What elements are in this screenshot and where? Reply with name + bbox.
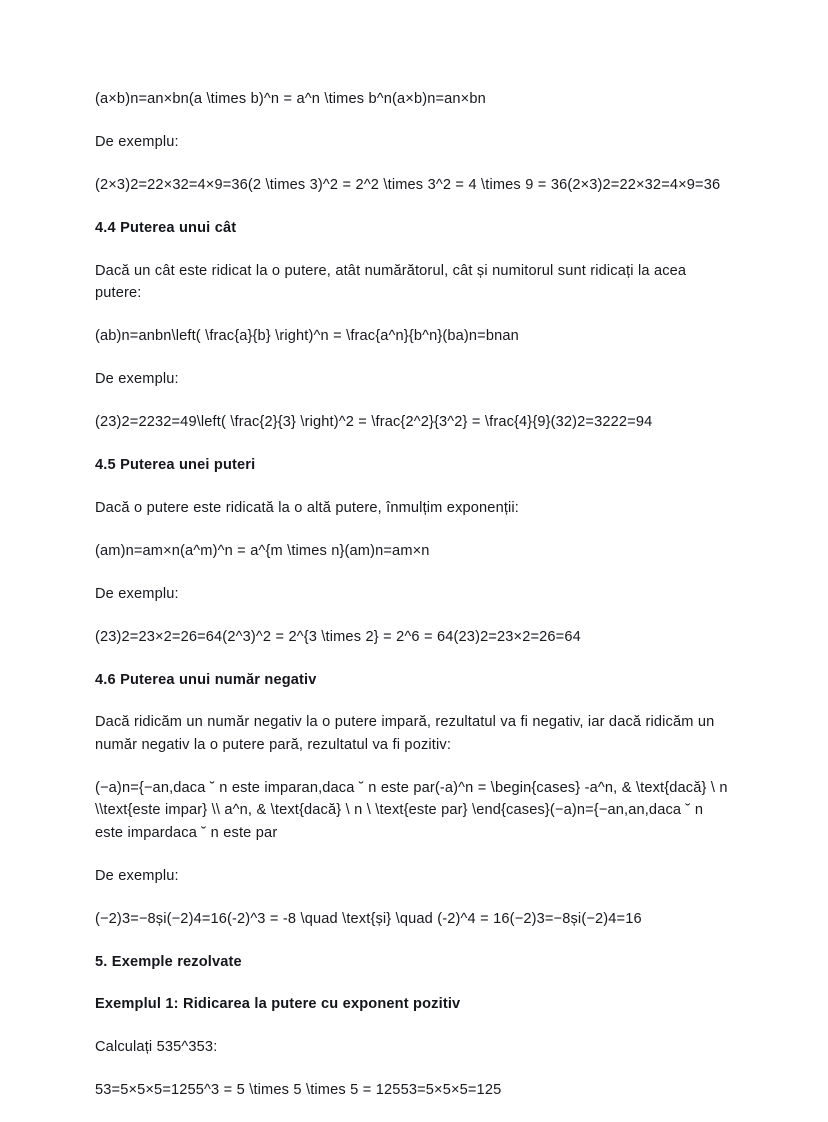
formula-example-5-cubed: 53=5×5×5=1255^3 = 5 \times 5 \times 5 = 12553=5×5×5=125 [95, 1081, 502, 1098]
formula-example-product: (2×3)2=22×32=4×9=36(2 \times 3)^2 = 2^2 \times 3^2 = 4 \times 9 = 36(2×3)2=22×32=4×9=36 [95, 177, 721, 193]
formula-example-negative: (−2)3=−8și(−2)4=16(-2)^3 = -8 \quad \text{și} \quad (-2)^4 = 16(−2)3=−8și(−2)4=16 [95, 910, 642, 927]
paragraph-calculati: Calculați 535^353: [95, 1038, 218, 1055]
formula-power-of-product: (a×b)n=an×bn(a \times b)^n = a^n \times b^n(a×b)n=an×bn [95, 91, 486, 107]
paragraph-4-5: Dacă o putere este ridicată la o altă putere, înmulțim exponenții: [95, 499, 520, 516]
document-body [95, 88, 733, 1122]
paragraph-4-4: Dacă un cât este ridicat la o putere, atât numărătorul, cât și numitorul sunt ridicați la acea putere: [95, 262, 687, 301]
example-label: De exemplu: [95, 585, 179, 602]
formula-negative-cases: (−a)n={−an,daca ˘ n este imparan,daca ˘ n este par(-a)^n = \begin{cases} -a^n, & \text{dacă} \ n \\text{este impar} \\ a^n, & \text{dacă} \ n \ \text{este par} \end{cases}(−a)n={−an,an,daca ˘ n este impardaca ˘ n este par [95, 779, 728, 841]
formula-power-of-power: (am)n=am×n(a^m)^n = a^{m \times n}(am)n=am×n [95, 542, 430, 559]
paragraph-4-6: Dacă ridicăm un număr negativ la o putere impară, rezultatul va fi negativ, iar dacă ridicăm un număr negativ la o putere pară, rezultatul va fi pozitiv: [95, 714, 715, 753]
example-label: De exemplu: [95, 867, 179, 884]
section-heading-5: 5. Exemple rezolvate [95, 953, 242, 970]
section-heading-4-6: 4.6 Puterea unui număr negativ [95, 671, 317, 688]
section-heading-4-5: 4.5 Puterea unei puteri [95, 457, 256, 473]
formula-example-power-of-power: (23)2=23×2=26=64(2^3)^2 = 2^{3 \times 2} = 2^6 = 64(23)2=23×2=26=64 [95, 628, 581, 645]
section-heading-exemplul-1: Exemplul 1: Ridicarea la putere cu exponent pozitiv [95, 996, 461, 1012]
section-heading-4-4: 4.4 Puterea unui cât [95, 220, 237, 236]
formula-example-quotient: (23)2=2232=49\left( \frac{2}{3} \right)^2 = \frac{2^2}{3^2} = \frac{4}{9}(32)2=3222=94 [95, 414, 653, 430]
example-label: De exemplu: [95, 371, 179, 387]
formula-power-of-quotient: (ab)n=anbn\left( \frac{a}{b} \right)^n = \frac{a^n}{b^n}(ba)n=bnan [95, 328, 519, 344]
example-label: De exemplu: [95, 134, 179, 150]
